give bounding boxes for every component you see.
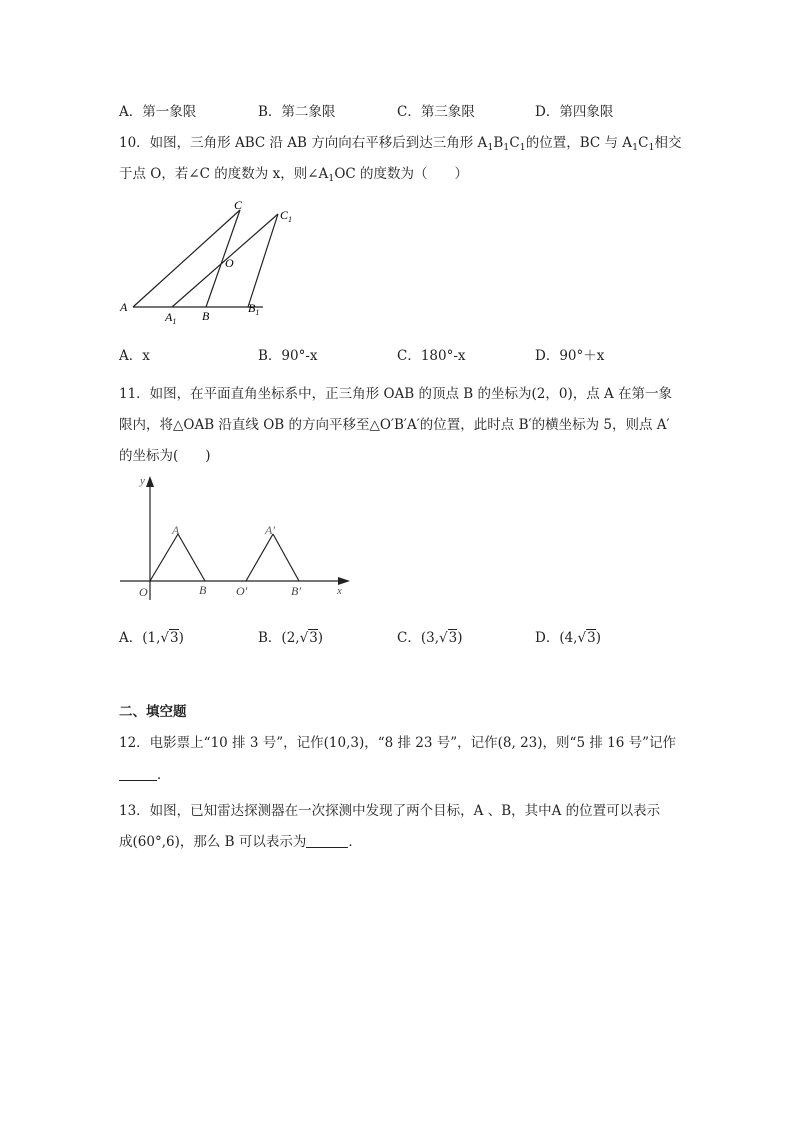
q11-label-a: A (172, 523, 180, 537)
q10-label-b: B (202, 309, 210, 323)
q10-option-b: B．90°-x (258, 348, 318, 364)
q10-label-o: O (225, 256, 234, 270)
q11-label-o2: O′ (236, 584, 248, 598)
q11-label-a2: A′ (265, 523, 275, 537)
q12-answer-blank (119, 766, 157, 781)
q13-line-1: 13．如图，已知雷达探测器在一次探测中发现了两个目标，A 、B，其中A 的位置可以表示 (119, 803, 661, 819)
q10-label-a1: $A_1$ (165, 310, 177, 326)
q9-option-d: D．第四象限 (535, 104, 614, 120)
q11-line-1: 11．如图，在平面直角坐标系中，正三角形 OAB 的顶点 B 的坐标为(2，0)，点 A 在第一象 (119, 386, 673, 402)
q11-side-a2b2 (273, 534, 299, 581)
q11-figure (118, 472, 358, 604)
q11-label-o: O (139, 585, 148, 599)
q13-line-2: 成(60°,6)，那么 B 可以表示为 ． (119, 834, 362, 850)
q11-line-3: 的坐标为( ) (119, 448, 211, 464)
q12-line-2: ． (119, 765, 171, 785)
q10-segment-ac (133, 210, 240, 307)
q11-label-x: x (337, 585, 342, 597)
q10-label-a: A (120, 300, 128, 314)
q10-label-b1: $B_1$ (248, 301, 260, 317)
section-title: 二、填空题 (119, 704, 187, 720)
q13-answer-blank (306, 833, 348, 848)
q11-option-d: D．(4,√3) (535, 630, 601, 646)
q11-x-arrow (338, 577, 350, 585)
q11-option-a: A．(1,√3) (119, 630, 184, 646)
q10-label-c1: $C_1$ (280, 208, 293, 224)
q11-label-y: y (140, 475, 145, 487)
q12-line-1: 12．电影票上“10 排 3 号”，记作(10,3)，“8 排 23 号”，记作(8, 23)，则“5 排 16 号”记作 (119, 735, 676, 751)
q10-figure (118, 196, 293, 326)
q10-line-2: 于点 O，若∠C 的度数为 x，则$\angle A_1OC$ 的度数为（ ） (119, 166, 469, 184)
q9-option-b: B．第二象限 (258, 104, 336, 120)
q11-line-2: 限内，将△OAB 沿直线 OB 的方向平移至△O′B′A′的位置，此时点 B′的横坐标为 5，则点 A′ (119, 417, 670, 433)
q10-label-c: C (234, 198, 243, 212)
q11-side-o2a2 (246, 534, 273, 581)
q10-option-a: A．x (119, 348, 150, 364)
q10-option-d: D．90°＋x (535, 348, 605, 364)
q10-option-c: C．180°-x (397, 348, 466, 364)
q11-side-ab (178, 534, 205, 581)
q10-segment-cb (206, 210, 240, 307)
q10-line-1: 10．如图，三角形 ABC 沿 AB 方向向右平移后到达三角形 $A_1B_1C_1$的位置，BC 与 $A_1C_1$相交 (119, 135, 682, 153)
q11-option-c: C．(3,√3) (397, 630, 463, 646)
q11-label-b: B (199, 583, 207, 597)
q9-option-a: A．第一象限 (119, 104, 197, 120)
q11-side-oa (150, 534, 178, 581)
q9-option-c: C．第三象限 (397, 104, 475, 120)
q11-label-b2: B′ (291, 584, 301, 598)
q11-y-arrow (146, 476, 154, 487)
q11-option-b: B．(2,√3) (258, 630, 324, 646)
